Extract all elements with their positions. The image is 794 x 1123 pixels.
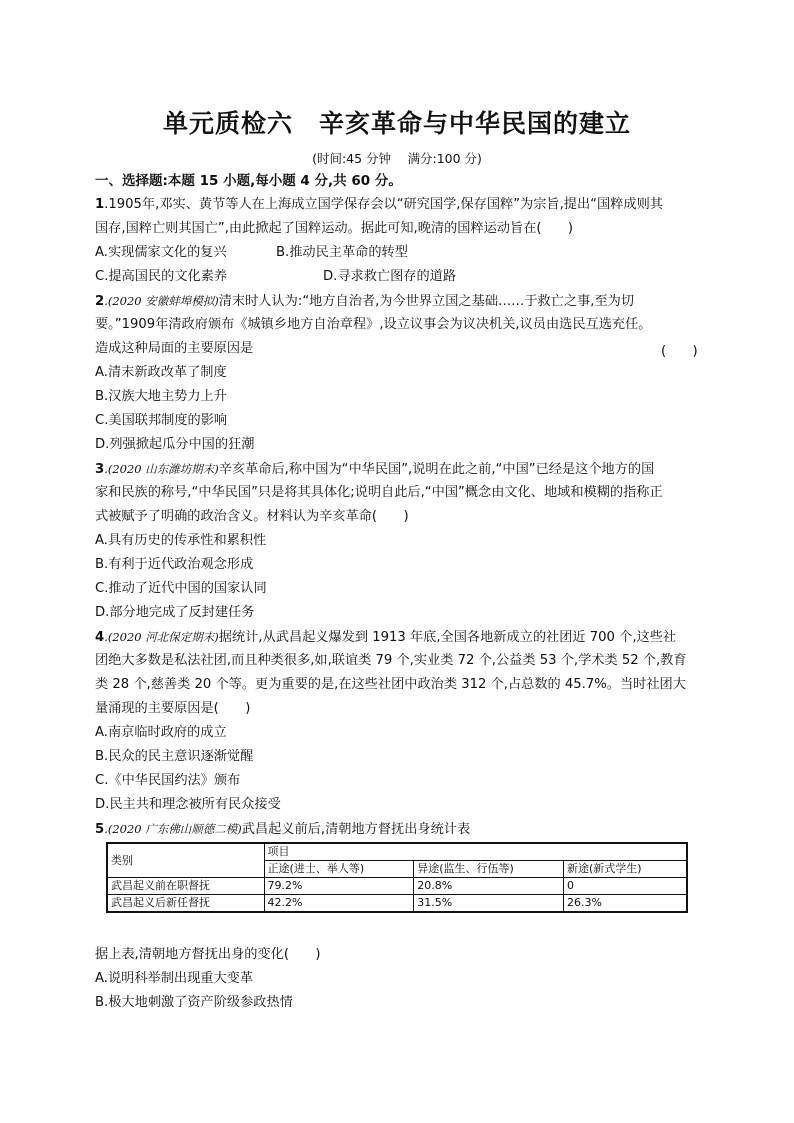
question-1-option-b: B.推动民主革命的转型 — [276, 245, 408, 260]
statistics-table — [106, 842, 688, 913]
question-4-stem-cont2: 类 28 个,慈善类 20 个等。更为重要的是,在这些社团中政治类 312 个,占总数的 45.7%。当时社团大 — [95, 677, 686, 692]
question-1-option-d: D.寻求救亡图存的道路 — [323, 269, 457, 284]
question-number: 2 — [95, 294, 105, 309]
question-3-stem: 3.(2020 山东潍坊期末)辛亥革命后,称中国为“中华民国”,说明在此之前,“中国”已经是这个地方的国 — [95, 462, 655, 477]
question-2-option-c: C.美国联邦制度的影响 — [95, 413, 228, 428]
question-2-stem: 2.(2020 安徽蚌埠模拟)清末时人认为:“地方自治者,为今世界立国之基础……于救亡之事,至为切 — [95, 294, 635, 309]
question-4-stem: 4.(2020 河北保定期末)据统计,从武昌起义爆发到 1913 年底,全国各地新成立的社团近 700 个,这些社 — [95, 630, 677, 645]
table-cell: 20.8% — [414, 878, 564, 895]
question-source: .(2020 山东潍坊期末) — [104, 462, 219, 476]
question-1-stem-cont: 国存,国粹亡则其国亡”,由此掀起了国粹运动。据此可知,晚清的国粹运动旨在( ) — [95, 221, 574, 236]
question-2-stem-cont2: 造成这种局面的主要原因是 — [95, 341, 254, 356]
question-4-stem-cont3: 量涌现的主要原因是( ) — [95, 701, 251, 716]
question-1-option-c: C.提高国民的文化素养 — [95, 269, 228, 284]
table-header-row — [107, 843, 687, 861]
table-cell: 31.5% — [414, 895, 564, 913]
table-row-label: 武昌起义前在职督抚 — [107, 878, 264, 895]
question-1-option-a: A.实现儒家文化的复兴 — [95, 245, 227, 260]
question-number: 3 — [95, 462, 105, 477]
table-header-category: 类别 — [107, 843, 264, 878]
table-header-group: 项目 — [264, 843, 687, 861]
answer-paren: ( ) — [661, 344, 698, 359]
exam-meta: (时间:45 分钟 满分:100 分) — [312, 151, 482, 166]
question-number: 1 — [95, 197, 105, 212]
question-5-stem-after: 据上表,清朝地方督抚出身的变化( ) — [95, 947, 321, 962]
question-4-option-c: C.《中华民国约法》颁布 — [95, 773, 241, 788]
question-4-option-b: B.民众的民主意识逐渐觉醒 — [95, 749, 254, 764]
question-2-option-d: D.列强掀起瓜分中国的狂潮 — [95, 437, 255, 452]
question-5-option-b: B.极大地刺激了资产阶级参政热情 — [95, 995, 293, 1010]
table-header-cell: 异途(监生、行伍等) — [414, 861, 564, 878]
question-number: 5 — [95, 822, 105, 837]
question-5-stem: 5.(2020 广东佛山顺德二模)武昌起义前后,清朝地方督抚出身统计表 — [95, 822, 471, 837]
question-3-option-d: D.部分地完成了反封建任务 — [95, 605, 255, 620]
question-3-option-a: A.具有历史的传承性和累积性 — [95, 533, 267, 548]
question-source: .(2020 安徽蚌埠模拟) — [104, 294, 219, 308]
question-4-option-d: D.民主共和理念被所有民众接受 — [95, 797, 281, 812]
question-3-option-b: B.有利于近代政治观念形成 — [95, 557, 254, 572]
question-5-option-a: A.说明科举制出现重大变革 — [95, 971, 254, 986]
table-row — [107, 895, 687, 913]
question-3-stem-cont2: 式被赋予了明确的政治含义。材料认为辛亥革命( ) — [95, 509, 409, 524]
table-cell: 0 — [564, 878, 688, 895]
question-number: 4 — [95, 630, 105, 645]
question-2-stem-cont: 要。”1909年清政府颁布《城镇乡地方自治章程》,设立议事会为议决机关,议员由选民互选充任。 — [95, 317, 652, 332]
question-3-stem-cont: 家和民族的称号,“中华民国”只是将其具体化;说明自此后,“中国”概念由文化、地域和模糊的指称正 — [95, 485, 663, 500]
question-4-stem-cont: 团绝大多数是私法社团,而且种类很多,如,联谊类 79 个,实业类 72 个,公益类 53 个,学术类 52 个,教育 — [95, 653, 687, 668]
page-title: 单元质检六 辛亥革命与中华民国的建立 — [162, 109, 631, 138]
question-3-option-c: C.推动了近代中国的国家认同 — [95, 581, 267, 596]
table-row-label: 武昌起义后新任督抚 — [107, 895, 264, 913]
question-2-option-b: B.汉族大地主势力上升 — [95, 389, 227, 404]
table-cell: 26.3% — [564, 895, 688, 913]
question-1-stem: 1.1905年,邓实、黄节等人在上海成立国学保存会以“研究国学,保存国粹”为宗旨,提出“国粹成则其 — [95, 197, 663, 212]
question-2-option-a: A.清末新政改革了制度 — [95, 365, 227, 380]
table-header-cell: 正途(进士、举人等) — [264, 861, 414, 878]
table-header-cell: 新途(新式学生) — [564, 861, 688, 878]
table-row — [107, 878, 687, 895]
table-cell: 42.2% — [264, 895, 414, 913]
table-cell: 79.2% — [264, 878, 414, 895]
question-source: .(2020 广东佛山顺德二模) — [104, 822, 242, 836]
section-heading: 一、选择题:本题 15 小题,每小题 4 分,共 60 分。 — [95, 173, 402, 189]
question-4-option-a: A.南京临时政府的成立 — [95, 725, 227, 740]
question-source: .(2020 河北保定期末) — [104, 630, 219, 644]
